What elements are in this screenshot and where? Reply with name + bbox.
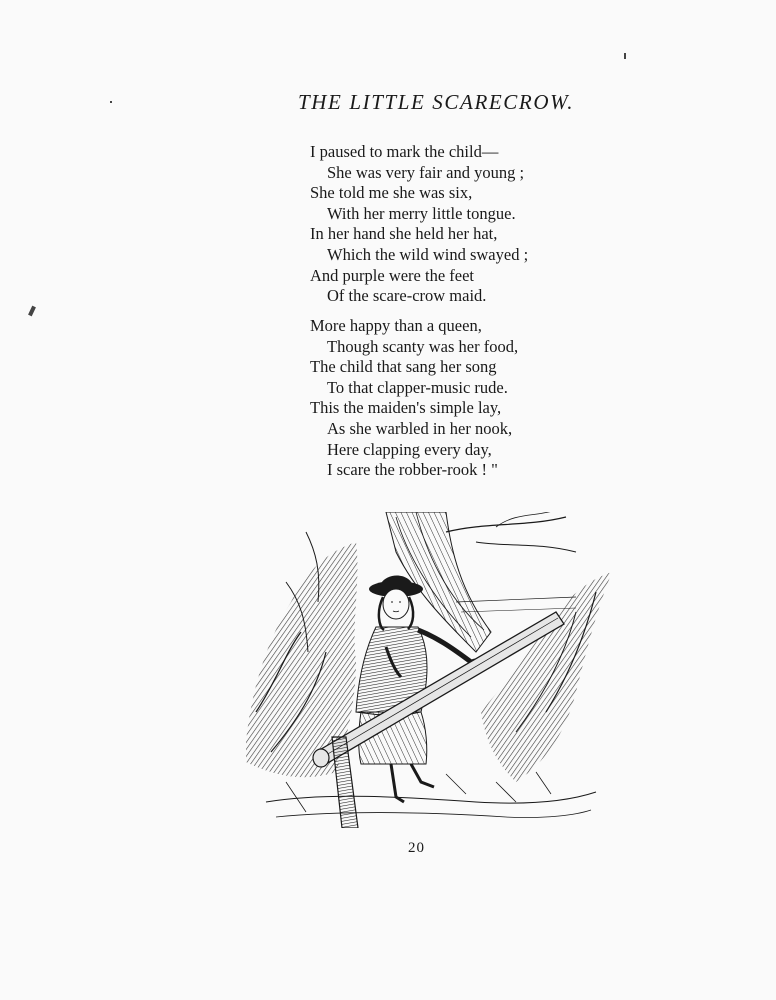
poem-line: I paused to mark the child— <box>310 142 499 161</box>
poem-line: And purple were the feet <box>310 265 475 285</box>
poem-line: The child that sang her song <box>310 357 497 377</box>
poem-stanza-1 <box>310 142 528 307</box>
poem-line: She told me she was six, <box>310 183 473 203</box>
poem-line: More happy than a queen, <box>310 316 482 335</box>
poem-line: To that clapper-music rude. <box>327 377 508 397</box>
page-speck <box>624 53 626 59</box>
poem-stanza-2 <box>310 316 518 481</box>
page-speck <box>110 101 112 103</box>
page-number: 20 <box>408 840 425 856</box>
poem-line: This the maiden's simple lay, <box>310 398 502 418</box>
poem-line: Though scanty was her food, <box>327 336 519 356</box>
poem-line: As she warbled in her nook, <box>327 418 513 438</box>
poem-line: She was very fair and young ; <box>327 162 525 182</box>
page-speck <box>28 306 36 317</box>
poem-line: In her hand she held her hat, <box>310 224 498 244</box>
poem-line: Here clapping every day, <box>327 439 492 459</box>
page-title: THE LITTLE SCARECROW. <box>298 90 575 114</box>
poem-line: Of the scare-crow maid. <box>327 286 487 306</box>
poem-line: With her merry little tongue. <box>327 203 516 223</box>
poem-line: I scare the robber-rook ! " <box>327 460 498 480</box>
engraving-girl-by-fence-icon <box>246 512 612 828</box>
poem-line: Which the wild wind swayed ; <box>327 244 529 264</box>
